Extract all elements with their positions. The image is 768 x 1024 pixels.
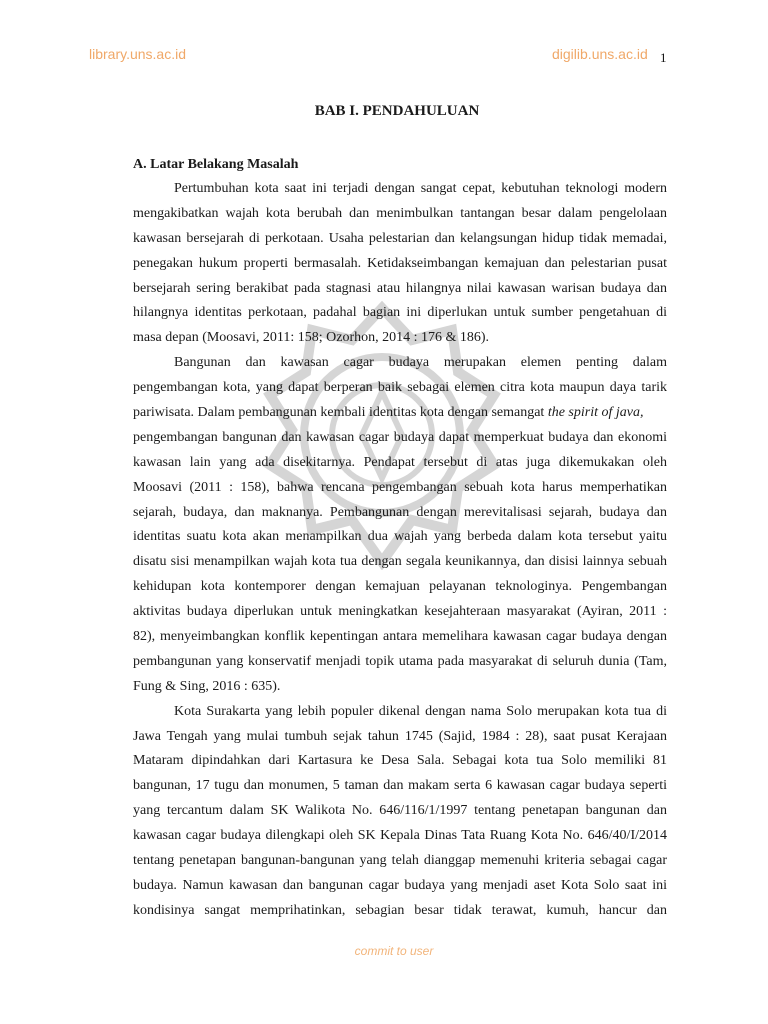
text-line: budaya. Namun kawasan dan bangunan cagar budaya yang menjadi aset Kota Solo saat ini: [133, 877, 667, 893]
text-line: sejarah, budaya, dan maknanya. Pembangunan dengan merevitalisasi sejarah, budaya dan: [133, 504, 667, 520]
text-line: pengembangan bangunan dan kawasan cagar budaya dapat memperkuat budaya dan ekonomi: [133, 429, 667, 445]
chapter-title: BAB I. PENDAHULUAN: [314, 103, 480, 119]
text-line: Moosavi (2011 : 158), bahwa rencana pengembangan sebuah kota harus memperhatikan: [133, 479, 667, 495]
text-line: penegakan hukum properti bermasalah. Ketidakseimbangan kemajuan dan pelestarian pusat: [133, 255, 667, 271]
text-line: aktivitas budaya diperlukan untuk meningkatkan kesejahteraan masyarakat (Ayiran, 2011 :: [133, 604, 667, 620]
text-line: pembangunan yang konservatif menjadi topik utama pada masyarakat di seluruh dunia (Tam,: [133, 653, 667, 669]
text-line: bersejarah sering berakibat pada stagnasi atau hilangnya nilai kawasan warisan budaya dan: [133, 280, 667, 296]
text-line: disatu sisi menampilkan wajah kota tua dengan segala keunikannya, dan disisi lainnya sebuah: [133, 554, 667, 570]
text-line: Mataram dipindahkan dari Kartasura ke Desa Sala. Sebagai kota tua Solo memiliki 81: [133, 753, 667, 769]
text-line: bangunan, 17 tugu dan monumen, 5 taman dan makam serta 6 kawasan cagar budaya seperti: [133, 778, 667, 794]
text-line: Pertumbuhan kota saat ini terjadi dengan sangat cepat, kebutuhan teknologi modern: [174, 181, 667, 196]
text-line: kawasan cagar budaya dilengkapi oleh SK Kepala Dinas Tata Ruang Kota No. 646/40/I/2014: [133, 828, 667, 844]
text-line: masa depan (Moosavi, 2011: 158; Ozorhon, 2014 : 176 & 186).: [133, 330, 490, 346]
text-line: kawasan lain yang ada disekitarnya. Pendapat tersebut di atas juga dikemukakan oleh: [133, 454, 667, 470]
footer-commit-note: commit to user: [354, 944, 434, 958]
text-line: tentang penetapan bangunan-bangunan yang telah dianggap memenuhi kriteria sebagai cagar: [133, 853, 667, 869]
text-line: identitas suatu kota akan menampilkan dua wajah yang berbeda dalam kota tersebut yaitu: [133, 529, 667, 545]
text-line: Fung & Sing, 2016 : 635).: [133, 678, 281, 694]
body-text: [133, 177, 667, 924]
text-line: yang tercantum dalam SK Walikota No. 646/116/1/1997 tentang penetapan bangunan dan: [133, 803, 667, 819]
page-number: 1: [660, 50, 667, 65]
italic-phrase: the spirit of java,: [547, 405, 644, 421]
text-line: kondisinya sangat memprihatinkan, sebagian besar tidak terawat, kumuh, hancur dan: [133, 902, 667, 918]
text-line: kehidupan kota kontemporer dengan kemajuan pelayanan teknologinya. Pengembangan: [133, 579, 667, 595]
text-line: kawasan bersejarah di perkotaan. Usaha pelestarian dan kelangsungan hidup tidak memadai,: [133, 230, 667, 246]
text-line: hilangnya identitas perkotaan, padahal bagian ini diperlukan untuk sumber pengetahuan di: [133, 305, 667, 321]
header-site-left: library.uns.ac.id: [89, 46, 187, 62]
text-line: Bangunan dan kawasan cagar budaya merupakan elemen penting dalam: [174, 355, 667, 371]
text-line: [133, 401, 667, 426]
text-line: mengakibatkan wajah kota berubah dan menimbulkan tantangan besar dalam pengelolaan: [133, 205, 667, 221]
text-line: Jawa Tengah yang mulai tumbuh sejak tahun 1745 (Sajid, 1984 : 28), saat pusat Kerajaan: [133, 728, 667, 744]
text-line: Kota Surakarta yang lebih populer dikenal dengan nama Solo merupakan kota tua di: [174, 703, 667, 719]
text-line: pengembangan kota, yang dapat berperan baik sebagai elemen citra kota maupun daya tarik: [133, 380, 667, 396]
header-site-right: digilib.uns.ac.id: [552, 46, 648, 62]
section-heading: A. Latar Belakang Masalah: [133, 157, 299, 172]
text-line-part: pariwisata. Dalam pembangunan kembali identitas kota dengan semangat: [133, 405, 545, 421]
text-line: 82), menyeimbangkan konflik kepentingan antara memelihara kawasan cagar budaya dengan: [133, 629, 667, 645]
